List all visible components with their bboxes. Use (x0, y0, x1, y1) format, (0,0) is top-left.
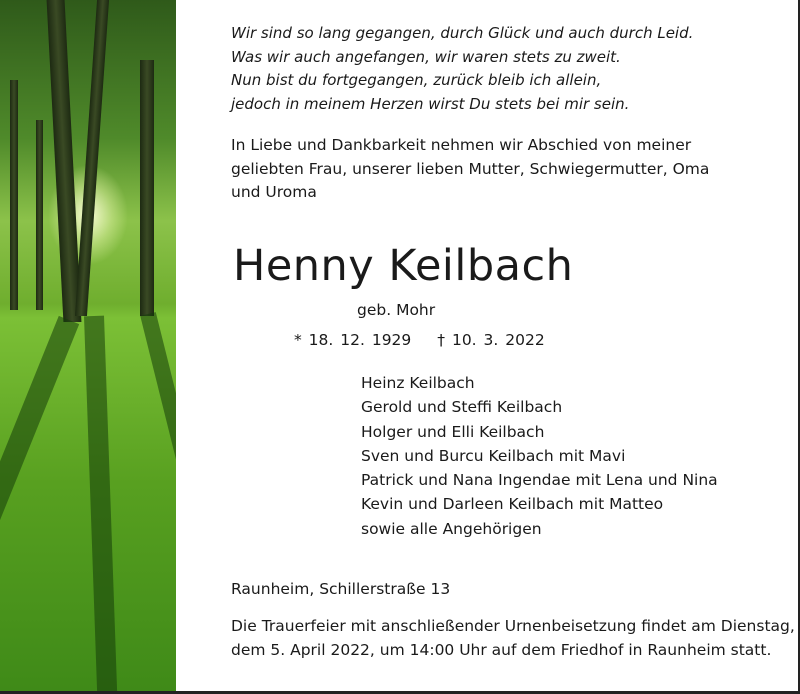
intro-line: und Uroma (231, 183, 317, 201)
mourner: Holger und Elli Keilbach (361, 422, 545, 441)
poem-line: Nun bist du fortgegangen, zurück bleib ich allein, (231, 71, 602, 89)
birth-date: * 18. 12. 1929 (294, 331, 412, 349)
intro-line: geliebten Frau, unserer lieben Mutter, Schwiegermutter, Oma (231, 159, 710, 178)
intro-text (231, 134, 709, 205)
poem-line: jedoch in meinem Herzen wirst Du stets bei mir sein. (231, 94, 630, 113)
mourner: Sven und Burcu Keilbach mit Mavi (361, 446, 626, 465)
service-info (231, 615, 795, 662)
mourner: Patrick und Nana Ingendae mit Lena und Nina (361, 471, 718, 490)
poem-line: Wir sind so lang gegangen, durch Glück und auch durch Leid. (231, 24, 694, 42)
mourner: Kevin und Darleen Keilbach mit Matteo (361, 495, 664, 514)
service-line: dem 5. April 2022, um 14:00 Uhr auf dem Friedhof in Raunheim statt. (231, 640, 772, 659)
mourners-list (361, 371, 718, 541)
mourner: sowie alle Angehörigen (361, 519, 542, 538)
poem-line: Was wir auch angefangen, wir waren stets zu zweit. (231, 47, 621, 66)
death-date: † 10. 3. 2022 (437, 331, 545, 349)
tree-photo (0, 0, 176, 691)
mourner: Heinz Keilbach (361, 374, 475, 392)
deceased-name: Henny Keilbach (233, 241, 574, 291)
address: Raunheim, Schillerstraße 13 (231, 580, 451, 598)
service-line: Die Trauerfeier mit anschließender Urnenbeisetzung findet am Dienstag, (231, 617, 795, 635)
life-dates (294, 331, 571, 349)
mourner: Gerold und Steffi Keilbach (361, 398, 563, 417)
poem (231, 22, 693, 116)
intro-line: In Liebe und Dankbarkeit nehmen wir Abschied von meiner (231, 136, 692, 154)
maiden-name: geb. Mohr (357, 301, 436, 319)
